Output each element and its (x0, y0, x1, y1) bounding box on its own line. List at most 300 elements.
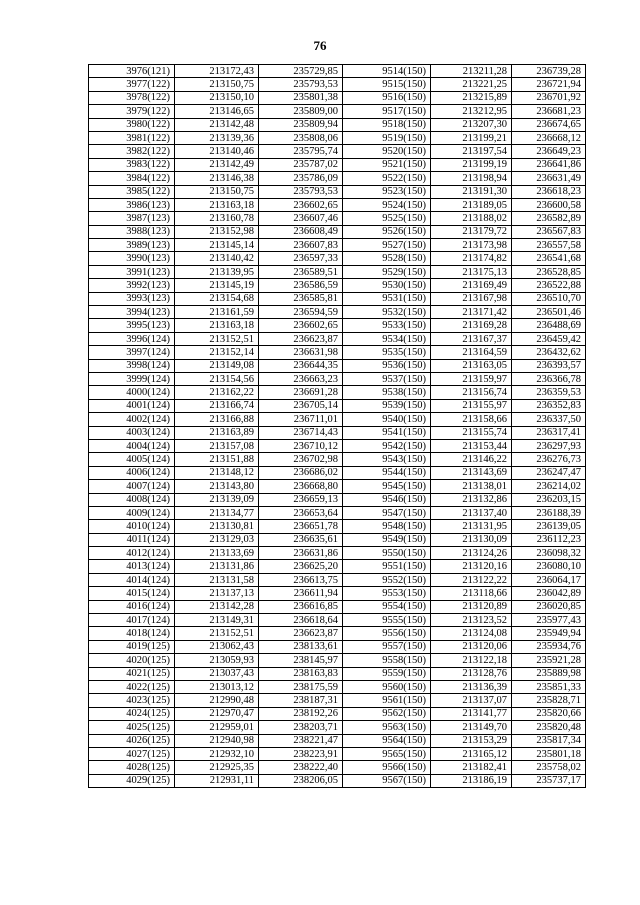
cell-x-left: 212925,35 (175, 761, 259, 774)
cell-x-left: 213059,93 (175, 654, 259, 667)
cell-point-id-right: 9560(150) (343, 680, 431, 693)
cell-point-id-left: 4026(125) (89, 734, 175, 747)
cell-x-right: 213175,13 (431, 265, 512, 278)
cell-y-left: 236597,33 (259, 252, 343, 265)
cell-point-id-right: 9517(150) (343, 105, 431, 118)
cell-y-left: 238222,40 (259, 761, 343, 774)
cell-y-right: 236359,53 (512, 386, 586, 399)
cell-point-id-left: 4005(124) (89, 453, 175, 466)
table-row (89, 78, 586, 91)
cell-point-id-right: 9530(150) (343, 279, 431, 292)
cell-x-right: 213221,25 (431, 78, 512, 91)
cell-y-right: 236522,88 (512, 279, 586, 292)
cell-point-id-left: 3996(124) (89, 332, 175, 345)
cell-x-left: 213163,18 (175, 319, 259, 332)
cell-x-right: 213211,28 (431, 65, 512, 78)
cell-x-right: 213122,22 (431, 573, 512, 586)
cell-point-id-left: 4015(124) (89, 587, 175, 600)
cell-x-right: 213131,95 (431, 520, 512, 533)
table-row (89, 640, 586, 653)
cell-y-left: 236613,75 (259, 573, 343, 586)
table-row (89, 185, 586, 198)
cell-point-id-right: 9551(150) (343, 560, 431, 573)
table-row (89, 680, 586, 693)
table-row (89, 614, 586, 627)
cell-x-right: 213120,89 (431, 600, 512, 613)
table-row (89, 65, 586, 78)
cell-y-left: 235809,00 (259, 105, 343, 118)
cell-y-left: 236607,83 (259, 239, 343, 252)
cell-y-left: 236623,87 (259, 627, 343, 640)
cell-point-id-left: 4006(124) (89, 466, 175, 479)
cell-point-id-left: 3987(123) (89, 212, 175, 225)
cell-y-right: 236064,17 (512, 573, 586, 586)
cell-point-id-right: 9533(150) (343, 319, 431, 332)
cell-y-right: 236618,23 (512, 185, 586, 198)
cell-x-right: 213174,82 (431, 252, 512, 265)
cell-x-left: 212940,98 (175, 734, 259, 747)
table-row (89, 265, 586, 278)
cell-point-id-right: 9531(150) (343, 292, 431, 305)
cell-x-right: 213179,72 (431, 225, 512, 238)
cell-x-left: 213146,65 (175, 105, 259, 118)
cell-x-left: 213150,75 (175, 78, 259, 91)
cell-point-id-left: 3994(123) (89, 306, 175, 319)
cell-y-left: 236625,20 (259, 560, 343, 573)
table-row (89, 560, 586, 573)
cell-y-right: 235758,02 (512, 761, 586, 774)
cell-point-id-left: 4029(125) (89, 774, 175, 787)
cell-x-right: 213155,74 (431, 426, 512, 439)
cell-x-right: 213143,69 (431, 466, 512, 479)
cell-point-id-right: 9524(150) (343, 198, 431, 211)
table-row (89, 426, 586, 439)
cell-point-id-left: 3985(122) (89, 185, 175, 198)
cell-point-id-right: 9564(150) (343, 734, 431, 747)
cell-point-id-left: 3993(123) (89, 292, 175, 305)
cell-x-right: 213120,06 (431, 640, 512, 653)
cell-x-left: 213062,43 (175, 640, 259, 653)
table-row (89, 386, 586, 399)
cell-y-left: 235808,06 (259, 131, 343, 144)
table-row (89, 306, 586, 319)
cell-y-left: 235801,38 (259, 91, 343, 104)
cell-y-right: 235934,76 (512, 640, 586, 653)
table-row (89, 413, 586, 426)
cell-point-id-left: 3989(123) (89, 239, 175, 252)
table-row (89, 372, 586, 385)
cell-x-right: 213159,97 (431, 372, 512, 385)
cell-point-id-right: 9553(150) (343, 587, 431, 600)
cell-y-left: 236663,23 (259, 372, 343, 385)
cell-y-right: 236297,93 (512, 439, 586, 452)
cell-x-right: 213149,70 (431, 721, 512, 734)
cell-point-id-right: 9544(150) (343, 466, 431, 479)
cell-y-left: 236686,02 (259, 466, 343, 479)
table-row (89, 466, 586, 479)
cell-y-right: 235820,66 (512, 707, 586, 720)
cell-x-right: 213165,12 (431, 747, 512, 760)
cell-point-id-right: 9559(150) (343, 667, 431, 680)
cell-point-id-left: 3984(122) (89, 172, 175, 185)
cell-y-right: 236528,85 (512, 265, 586, 278)
cell-y-right: 235851,33 (512, 680, 586, 693)
cell-y-right: 236681,23 (512, 105, 586, 118)
cell-point-id-left: 3982(122) (89, 145, 175, 158)
cell-y-right: 236600,58 (512, 198, 586, 211)
cell-x-left: 213013,12 (175, 680, 259, 693)
cell-y-left: 236589,51 (259, 265, 343, 278)
cell-y-left: 236616,85 (259, 600, 343, 613)
cell-y-right: 235817,34 (512, 734, 586, 747)
cell-y-left: 235793,53 (259, 78, 343, 91)
cell-y-right: 236139,05 (512, 520, 586, 533)
cell-point-id-left: 4020(125) (89, 654, 175, 667)
cell-y-left: 238163,83 (259, 667, 343, 680)
cell-point-id-right: 9557(150) (343, 640, 431, 653)
cell-point-id-right: 9514(150) (343, 65, 431, 78)
cell-point-id-right: 9548(150) (343, 520, 431, 533)
table-row (89, 627, 586, 640)
cell-point-id-left: 4019(125) (89, 640, 175, 653)
cell-y-left: 236711,01 (259, 413, 343, 426)
cell-y-left: 236623,87 (259, 332, 343, 345)
cell-x-left: 213137,13 (175, 587, 259, 600)
cell-y-left: 236631,86 (259, 547, 343, 560)
cell-point-id-right: 9556(150) (343, 627, 431, 640)
cell-y-left: 236705,14 (259, 399, 343, 412)
table-row (89, 667, 586, 680)
cell-x-left: 213130,81 (175, 520, 259, 533)
table-row (89, 131, 586, 144)
cell-point-id-left: 4009(124) (89, 506, 175, 519)
coordinates-table-body (89, 65, 586, 788)
cell-y-right: 235889,98 (512, 667, 586, 680)
cell-point-id-left: 3999(124) (89, 372, 175, 385)
cell-y-left: 236659,13 (259, 493, 343, 506)
cell-x-right: 213191,30 (431, 185, 512, 198)
cell-point-id-left: 4007(124) (89, 480, 175, 493)
cell-y-right: 236557,58 (512, 239, 586, 252)
cell-y-left: 235787,02 (259, 158, 343, 171)
cell-x-right: 213169,28 (431, 319, 512, 332)
cell-y-left: 236644,35 (259, 359, 343, 372)
cell-y-right: 236276,73 (512, 453, 586, 466)
cell-x-left: 213151,88 (175, 453, 259, 466)
table-row (89, 91, 586, 104)
cell-x-left: 213134,77 (175, 506, 259, 519)
page-number: 76 (313, 38, 327, 53)
table-row (89, 158, 586, 171)
cell-x-left: 213140,46 (175, 145, 259, 158)
cell-point-id-right: 9519(150) (343, 131, 431, 144)
cell-point-id-left: 4017(124) (89, 614, 175, 627)
table-row (89, 654, 586, 667)
table-row (89, 506, 586, 519)
table-row (89, 105, 586, 118)
cell-y-right: 235977,43 (512, 614, 586, 627)
cell-y-right: 236432,62 (512, 346, 586, 359)
cell-point-id-right: 9540(150) (343, 413, 431, 426)
table-row (89, 480, 586, 493)
cell-x-right: 213207,30 (431, 118, 512, 131)
cell-point-id-right: 9566(150) (343, 761, 431, 774)
cell-point-id-right: 9552(150) (343, 573, 431, 586)
cell-x-right: 213124,08 (431, 627, 512, 640)
cell-y-left: 236585,81 (259, 292, 343, 305)
cell-x-right: 213182,41 (431, 761, 512, 774)
cell-x-right: 213158,66 (431, 413, 512, 426)
cell-y-right: 236020,85 (512, 600, 586, 613)
cell-y-right: 235921,28 (512, 654, 586, 667)
cell-y-right: 236203,15 (512, 493, 586, 506)
cell-x-right: 213198,94 (431, 172, 512, 185)
cell-x-right: 213118,66 (431, 587, 512, 600)
cell-y-right: 236317,41 (512, 426, 586, 439)
cell-point-id-left: 4012(124) (89, 547, 175, 560)
cell-y-right: 236098,32 (512, 547, 586, 560)
cell-point-id-left: 4003(124) (89, 426, 175, 439)
cell-y-left: 236602,65 (259, 319, 343, 332)
table-row (89, 252, 586, 265)
cell-x-left: 212970,47 (175, 707, 259, 720)
cell-x-right: 213164,59 (431, 346, 512, 359)
table-row (89, 547, 586, 560)
cell-y-left: 236607,46 (259, 212, 343, 225)
cell-y-right: 236112,23 (512, 533, 586, 546)
cell-x-left: 213131,58 (175, 573, 259, 586)
cell-point-id-left: 4024(125) (89, 707, 175, 720)
cell-y-right: 235828,71 (512, 694, 586, 707)
cell-x-left: 213142,28 (175, 600, 259, 613)
cell-point-id-right: 9543(150) (343, 453, 431, 466)
cell-x-left: 213161,59 (175, 306, 259, 319)
cell-x-left: 213152,51 (175, 627, 259, 640)
cell-point-id-right: 9529(150) (343, 265, 431, 278)
cell-x-right: 213197,54 (431, 145, 512, 158)
cell-point-id-right: 9538(150) (343, 386, 431, 399)
cell-y-left: 235795,74 (259, 145, 343, 158)
cell-x-left: 213139,09 (175, 493, 259, 506)
table-row (89, 346, 586, 359)
cell-x-right: 213199,19 (431, 158, 512, 171)
cell-y-right: 236668,12 (512, 131, 586, 144)
cell-x-left: 213142,48 (175, 118, 259, 131)
cell-x-right: 213156,74 (431, 386, 512, 399)
cell-y-left: 235729,85 (259, 65, 343, 78)
cell-y-left: 236714,43 (259, 426, 343, 439)
cell-x-right: 213137,40 (431, 506, 512, 519)
cell-y-right: 236701,92 (512, 91, 586, 104)
cell-point-id-right: 9521(150) (343, 158, 431, 171)
cell-x-right: 213167,37 (431, 332, 512, 345)
cell-x-right: 213120,16 (431, 560, 512, 573)
cell-x-right: 213146,22 (431, 453, 512, 466)
cell-y-right: 235820,48 (512, 721, 586, 734)
cell-point-id-right: 9523(150) (343, 185, 431, 198)
cell-point-id-left: 4014(124) (89, 573, 175, 586)
cell-point-id-right: 9554(150) (343, 600, 431, 613)
cell-y-right: 236488,69 (512, 319, 586, 332)
cell-y-left: 236710,12 (259, 439, 343, 452)
cell-x-right: 213212,95 (431, 105, 512, 118)
cell-point-id-right: 9516(150) (343, 91, 431, 104)
cell-point-id-left: 4000(124) (89, 386, 175, 399)
cell-point-id-left: 4001(124) (89, 399, 175, 412)
cell-x-left: 213150,10 (175, 91, 259, 104)
table-row (89, 145, 586, 158)
cell-point-id-left: 4018(124) (89, 627, 175, 640)
table-row (89, 734, 586, 747)
cell-point-id-left: 3995(123) (89, 319, 175, 332)
cell-x-left: 213129,03 (175, 533, 259, 546)
cell-point-id-right: 9558(150) (343, 654, 431, 667)
table-row (89, 332, 586, 345)
cell-point-id-left: 3991(123) (89, 265, 175, 278)
cell-x-right: 213153,29 (431, 734, 512, 747)
cell-x-right: 213130,09 (431, 533, 512, 546)
cell-point-id-right: 9534(150) (343, 332, 431, 345)
cell-point-id-left: 3986(123) (89, 198, 175, 211)
cell-x-right: 213199,21 (431, 131, 512, 144)
cell-x-left: 213037,43 (175, 667, 259, 680)
cell-point-id-left: 3988(123) (89, 225, 175, 238)
cell-point-id-left: 4011(124) (89, 533, 175, 546)
table-row (89, 573, 586, 586)
cell-x-left: 212959,01 (175, 721, 259, 734)
cell-y-left: 236586,59 (259, 279, 343, 292)
table-row (89, 239, 586, 252)
table-row (89, 453, 586, 466)
cell-y-right: 235949,94 (512, 627, 586, 640)
cell-x-left: 212990,48 (175, 694, 259, 707)
table-row (89, 399, 586, 412)
cell-y-left: 238175,59 (259, 680, 343, 693)
cell-x-right: 213153,44 (431, 439, 512, 452)
cell-y-right: 236567,83 (512, 225, 586, 238)
cell-point-id-right: 9567(150) (343, 774, 431, 787)
cell-y-left: 236635,61 (259, 533, 343, 546)
cell-x-right: 213163,05 (431, 359, 512, 372)
cell-y-left: 236691,28 (259, 386, 343, 399)
cell-point-id-left: 3978(122) (89, 91, 175, 104)
cell-y-left: 236608,49 (259, 225, 343, 238)
cell-x-left: 213131,86 (175, 560, 259, 573)
cell-point-id-left: 4002(124) (89, 413, 175, 426)
table-row (89, 212, 586, 225)
cell-point-id-left: 3997(124) (89, 346, 175, 359)
cell-x-right: 213186,19 (431, 774, 512, 787)
cell-y-right: 236674,65 (512, 118, 586, 131)
cell-point-id-left: 4022(125) (89, 680, 175, 693)
table-row (89, 319, 586, 332)
cell-point-id-right: 9542(150) (343, 439, 431, 452)
cell-point-id-right: 9555(150) (343, 614, 431, 627)
cell-y-right: 236459,42 (512, 332, 586, 345)
cell-x-left: 213142,49 (175, 158, 259, 171)
cell-x-left: 213149,08 (175, 359, 259, 372)
table-row (89, 533, 586, 546)
table-row (89, 493, 586, 506)
cell-x-right: 213215,89 (431, 91, 512, 104)
cell-x-left: 213152,51 (175, 332, 259, 345)
cell-x-right: 213171,42 (431, 306, 512, 319)
table-row (89, 587, 586, 600)
cell-point-id-left: 4021(125) (89, 667, 175, 680)
cell-y-left: 238192,26 (259, 707, 343, 720)
cell-point-id-left: 4016(124) (89, 600, 175, 613)
table-row (89, 279, 586, 292)
cell-x-right: 213141,77 (431, 707, 512, 720)
cell-x-right: 213128,76 (431, 667, 512, 680)
cell-y-right: 236649,23 (512, 145, 586, 158)
cell-x-left: 213146,38 (175, 172, 259, 185)
cell-y-left: 236602,65 (259, 198, 343, 211)
cell-point-id-left: 3976(121) (89, 65, 175, 78)
cell-point-id-left: 3998(124) (89, 359, 175, 372)
cell-y-left: 236651,78 (259, 520, 343, 533)
cell-x-right: 213173,98 (431, 239, 512, 252)
cell-point-id-left: 3983(122) (89, 158, 175, 171)
cell-point-id-right: 9528(150) (343, 252, 431, 265)
table-row (89, 694, 586, 707)
cell-x-left: 213163,89 (175, 426, 259, 439)
cell-x-left: 213166,74 (175, 399, 259, 412)
cell-x-right: 213122,18 (431, 654, 512, 667)
cell-point-id-right: 9550(150) (343, 547, 431, 560)
table-row (89, 520, 586, 533)
table-row (89, 774, 586, 787)
table-row (89, 118, 586, 131)
cell-y-right: 236641,86 (512, 158, 586, 171)
cell-x-right: 213138,01 (431, 480, 512, 493)
cell-y-left: 236618,64 (259, 614, 343, 627)
cell-x-left: 213145,19 (175, 279, 259, 292)
cell-y-right: 236366,78 (512, 372, 586, 385)
cell-y-right: 236188,39 (512, 506, 586, 519)
cell-point-id-right: 9545(150) (343, 480, 431, 493)
cell-point-id-right: 9546(150) (343, 493, 431, 506)
cell-y-right: 236631,49 (512, 172, 586, 185)
cell-point-id-right: 9518(150) (343, 118, 431, 131)
cell-y-right: 236247,47 (512, 466, 586, 479)
cell-point-id-right: 9561(150) (343, 694, 431, 707)
cell-y-left: 236594,59 (259, 306, 343, 319)
table-row (89, 761, 586, 774)
cell-y-left: 238133,61 (259, 640, 343, 653)
cell-y-right: 236214,02 (512, 480, 586, 493)
cell-y-left: 236631,98 (259, 346, 343, 359)
table-row (89, 292, 586, 305)
cell-point-id-right: 9563(150) (343, 721, 431, 734)
cell-point-id-right: 9520(150) (343, 145, 431, 158)
table-row (89, 225, 586, 238)
table-row (89, 600, 586, 613)
cell-x-right: 213124,26 (431, 547, 512, 560)
cell-point-id-left: 3980(122) (89, 118, 175, 131)
cell-y-right: 236042,89 (512, 587, 586, 600)
cell-point-id-right: 9515(150) (343, 78, 431, 91)
cell-point-id-left: 4028(125) (89, 761, 175, 774)
cell-x-left: 213154,56 (175, 372, 259, 385)
cell-point-id-right: 9522(150) (343, 172, 431, 185)
cell-y-right: 236541,68 (512, 252, 586, 265)
cell-y-right: 236510,70 (512, 292, 586, 305)
cell-point-id-right: 9532(150) (343, 306, 431, 319)
cell-point-id-left: 3990(123) (89, 252, 175, 265)
cell-point-id-right: 9549(150) (343, 533, 431, 546)
cell-x-right: 213167,98 (431, 292, 512, 305)
